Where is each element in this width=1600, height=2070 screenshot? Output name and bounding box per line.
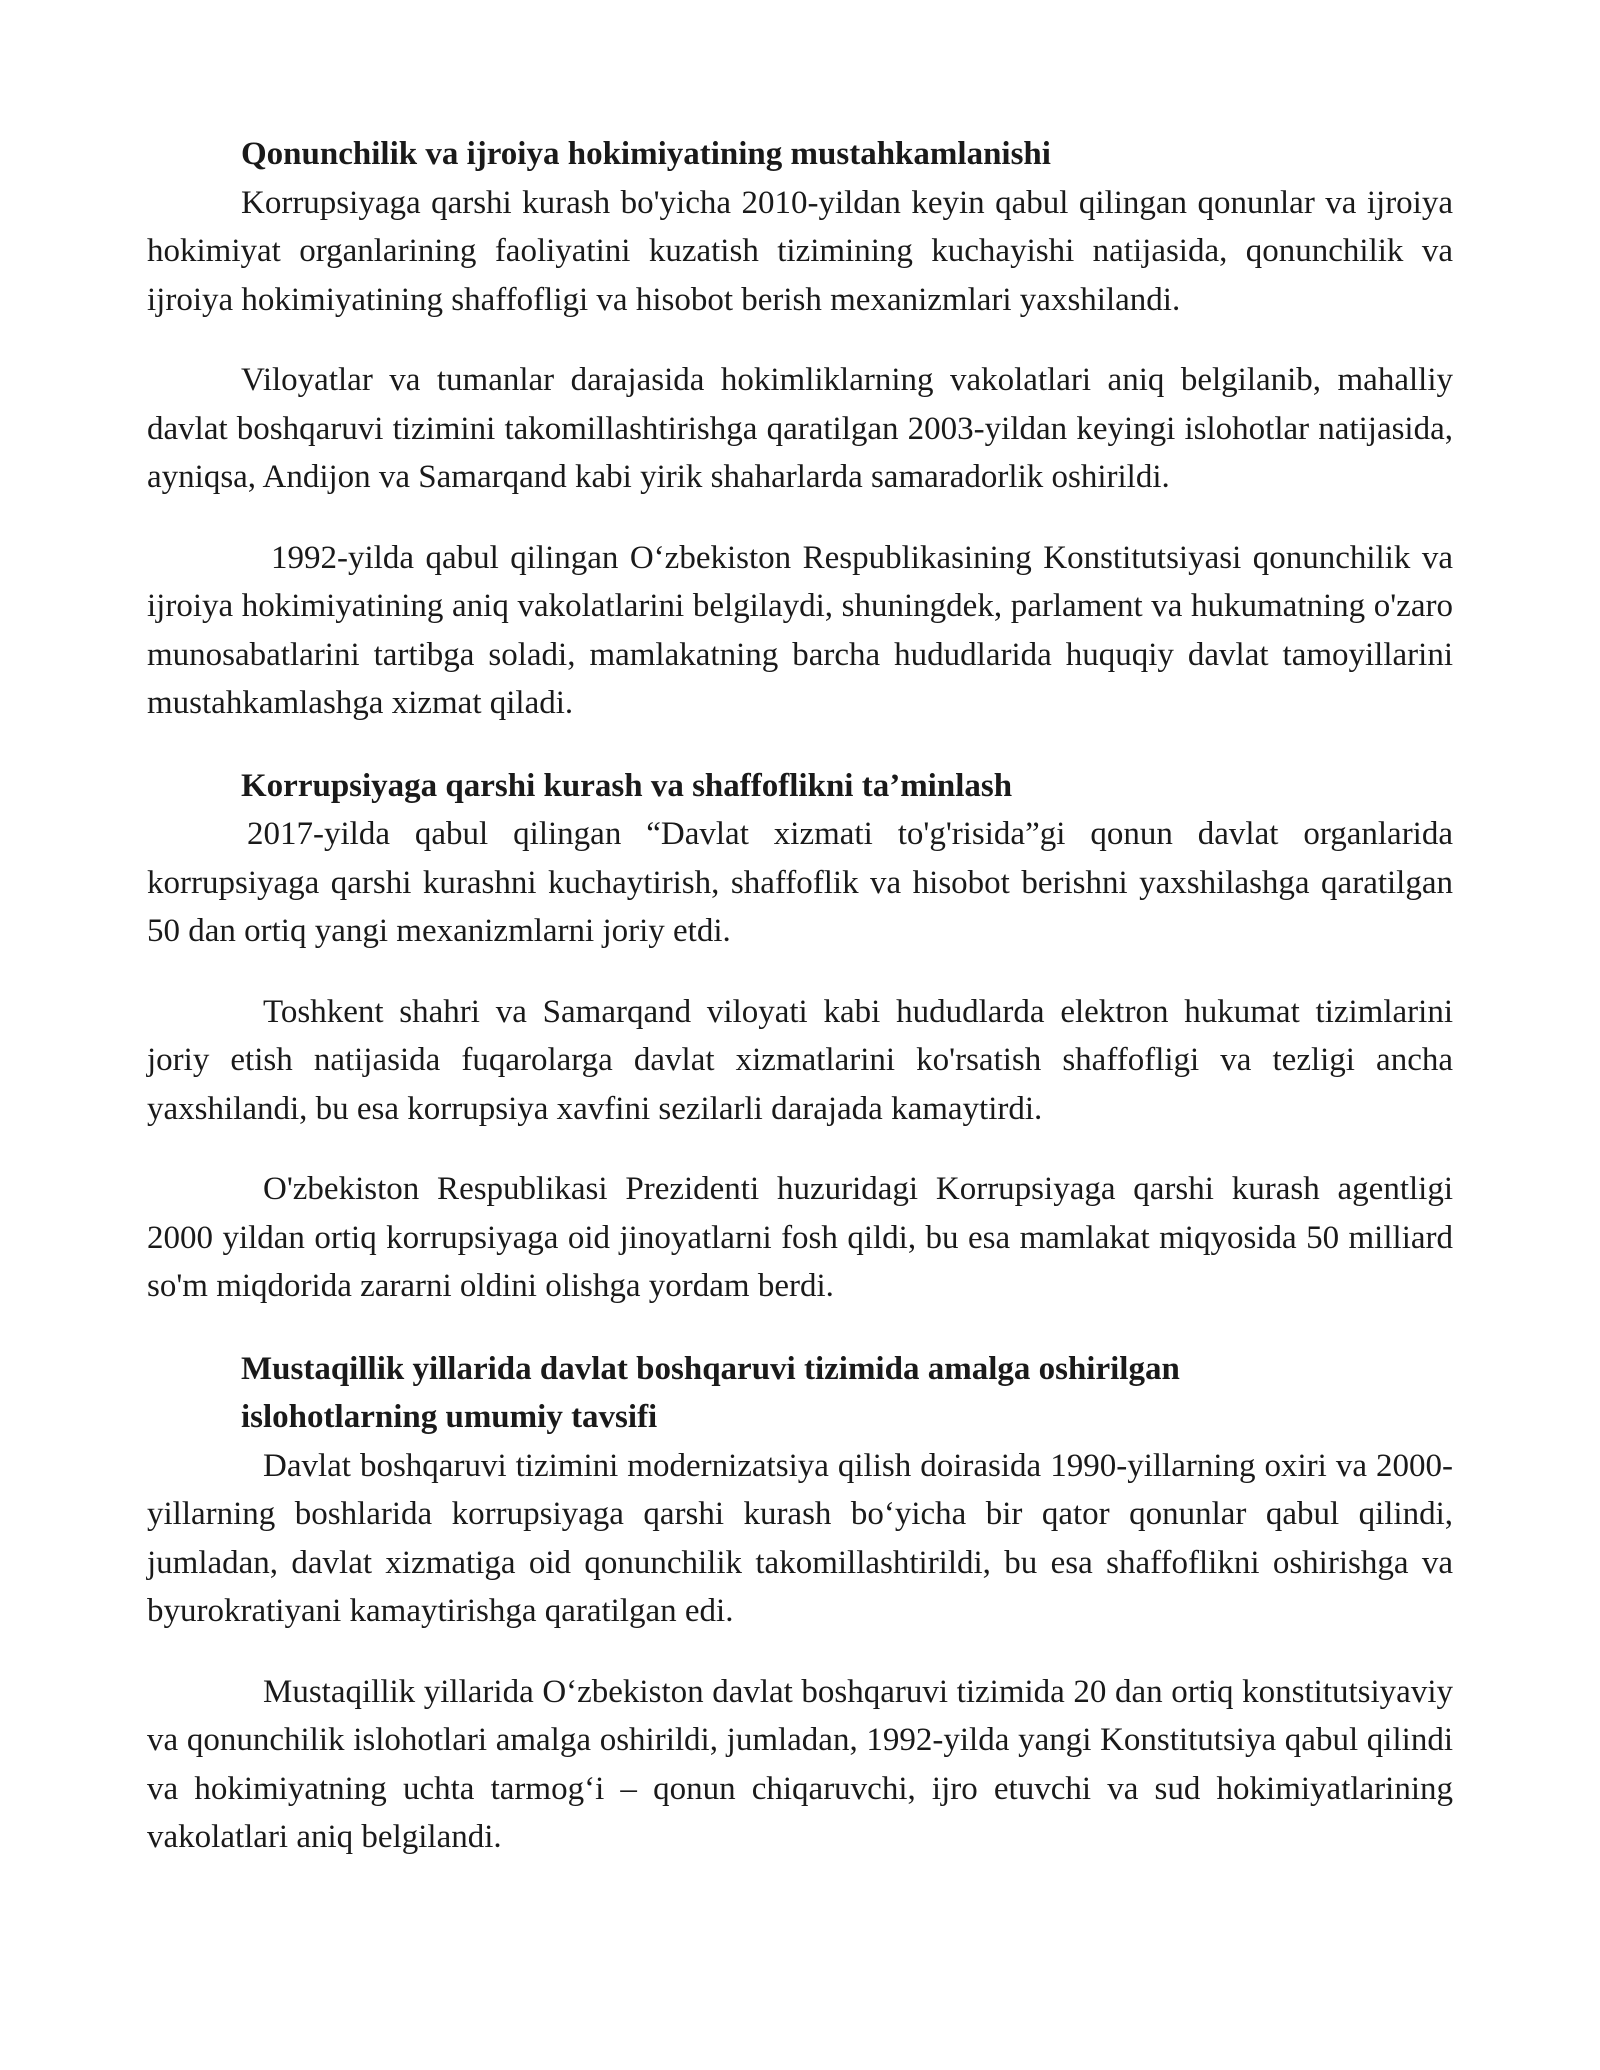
section-heading-line-1: Mustaqillik yillarida davlat boshqaruvi tizimida amalga oshirilgan [241,1350,1180,1387]
section-heading: Qonunchilik va ijroiya hokimiyatining mustahkamlanishi [241,136,1051,172]
section-heading: Korrupsiyaga qarshi kurash va shaffoflikni ta’minlash [241,767,1013,804]
section-heading-line-2: islohotlarning umumiy tavsifi [241,1399,658,1435]
paragraph-spacer [147,1133,1453,1165]
paragraph-spacer [147,1636,1453,1668]
paragraph-spacer [147,502,1453,534]
paragraph: Mustaqillik yillarida O‘zbekiston davlat boshqaruvi tizimida 20 dan ortiq konstitutsiyaviy va qonunchilik islohotlari amalga oshirildi, jumladan, 1992-yilda yangi Konstitutsiya qabul qilindi va hokimiyatning uchta tarmog‘i – qonun chiqaruvchi, ijro etuvchi va sud hokimiyatlarining vakolatlari aniq belgilandi. [147,1673,1453,1855]
document-page [147,130,1453,1862]
paragraph: Korrupsiyaga qarshi kurash bo'yicha 2010-yildan keyin qabul qilingan qonunlar va ijroiya hokimiyat organlarining faoliyatini kuzatish tizimining kuchayishi natijasida, qonunchilik va ijroiya hokimiyatining shaffofligi va hisobot berish mexanizmlari yaxshilandi. [147,184,1453,318]
section-spacer [147,728,1453,762]
paragraph: Toshkent shahri va Samarqand viloyati kabi hududlarda elektron hukumat tizimlarini joriy etish natijasida fuqarolarga davlat xizmatlarini ko'rsatish shaffofligi va tezligi ancha yaxshilandi, bu esa korrupsiya xavfini sezilarli darajada kamaytirdi. [147,993,1453,1127]
paragraph: Davlat boshqaruvi tizimini modernizatsiya qilish doirasida 1990-yillarning oxiri va 2000-yillarning boshlarida korrupsiyaga qarshi kurash bo‘yicha bir qator qonunlar qabul qilindi, jumladan, davlat xizmatiga oid qonunchilik takomillashtirildi, bu esa shaffoflikni oshirishga va byurokratiyani kamaytirishga qaratilgan edi. [147,1447,1453,1629]
paragraph: Viloyatlar va tumanlar darajasida hokimliklarning vakolatlari aniq belgilanib, mahalliy davlat boshqaruvi tizimini takomillashtirishga qaratilgan 2003-yildan keyingi islohotlar natijasida, ayniqsa, Andijon va Samarqand kabi yirik shaharlarda samaradorlik oshirildi. [147,362,1453,495]
paragraph: 2017-yilda qabul qilingan “Davlat xizmati to'g'risida”gi qonun davlat organlarida korrupsiyaga qarshi kurashni kuchaytirish, shaffoflik va hisobot berishni yaxshilashga qaratilgan 50 dan ortiq yangi mexanizmlarni joriy etdi. [147,816,1453,949]
paragraph: O'zbekiston Respublikasi Prezidenti huzuridagi Korrupsiyaga qarshi kurash agentligi 2000 yildan ortiq korrupsiyaga oid jinoyatlarni fosh qildi, bu esa mamlakat miqyosida 50 milliard so'm miqdorida zararni oldini olishga yordam berdi. [147,1171,1453,1304]
paragraph: 1992-yilda qabul qilingan O‘zbekiston Respublikasining Konstitutsiyasi qonunchilik va ijroiya hokimiyatining aniq vakolatlarini belgilaydi, shuningdek, parlament va hukumatning o'zaro munosabatlarini tartibga soladi, mamlakatning barcha hududlarida huquqiy davlat tamoyillarini mustahkamlashga xizmat qiladi. [147,539,1453,721]
paragraph-spacer [147,956,1453,988]
section-spacer [147,1311,1453,1345]
paragraph-spacer [147,324,1453,356]
